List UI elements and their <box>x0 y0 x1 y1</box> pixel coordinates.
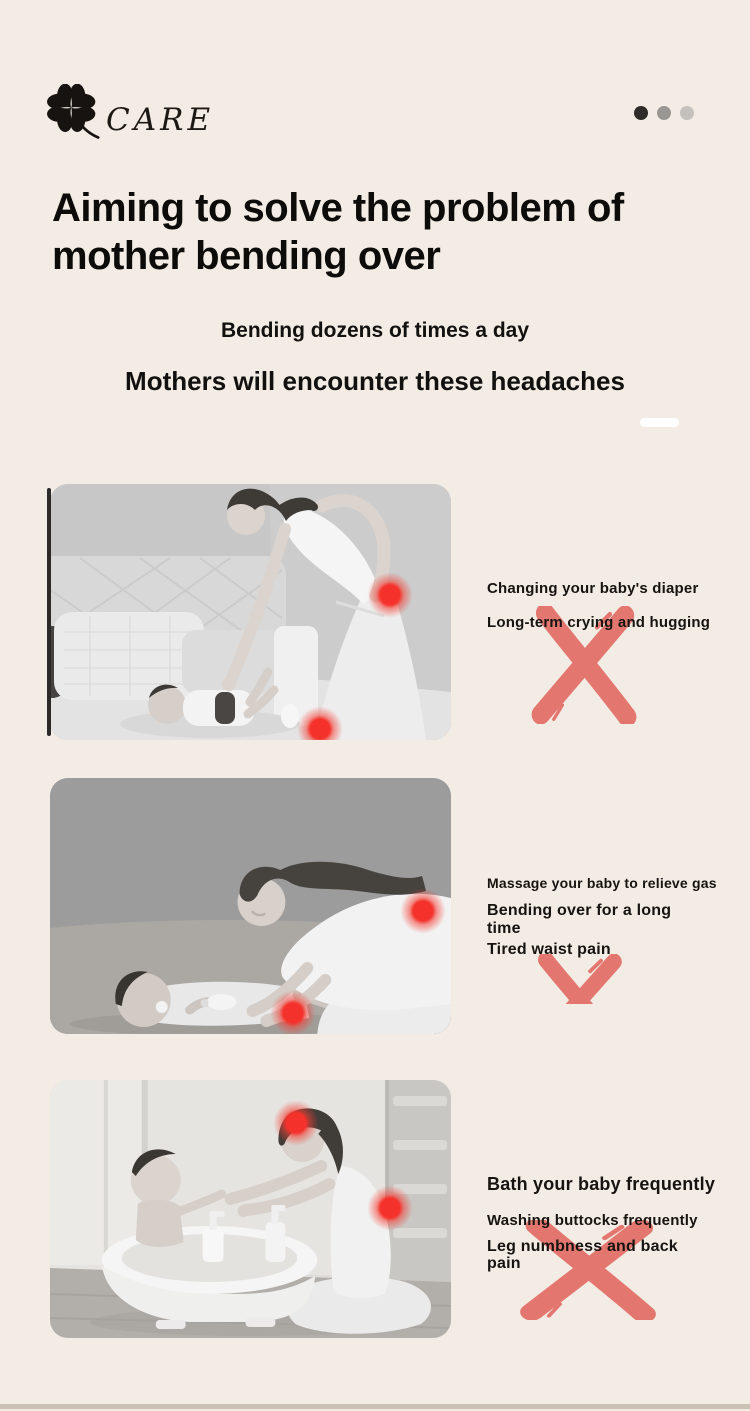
pain-point-dot <box>367 572 413 618</box>
carousel-dot-active[interactable] <box>634 106 648 120</box>
carousel-dot[interactable] <box>657 106 671 120</box>
pain-line: Tired waist pain <box>487 941 611 958</box>
photo-mother-changing-diaper <box>50 484 451 740</box>
brand-name: CARE <box>106 102 215 138</box>
pain-section-bath <box>50 1080 716 1338</box>
photo-accent-line <box>47 488 51 736</box>
divider-dash <box>640 418 679 427</box>
pain-point-dot <box>400 888 446 934</box>
pain-line: Bath your baby frequently <box>487 1174 716 1194</box>
hero-tagline: Mothers will encounter these headaches <box>125 366 625 396</box>
pain-line: Long-term crying and hugging <box>487 614 711 631</box>
pain-line: Changing your baby's diaper <box>487 580 699 597</box>
carousel-dot[interactable] <box>680 106 694 120</box>
photo-mother-bathing-baby <box>50 1080 451 1338</box>
bottom-bar <box>0 1404 750 1409</box>
four-leaf-clover-icon <box>46 84 100 146</box>
pain-point-dot <box>273 1100 319 1146</box>
pain-section-diaper <box>50 484 710 740</box>
carousel-dots <box>634 106 694 120</box>
pain-line: Massage your baby to relieve gas <box>487 875 717 891</box>
page-title: Aiming to solve the problem of mother bending over <box>52 186 624 278</box>
pain-line: Bending over for a long time <box>487 902 672 937</box>
pain-point-dot <box>367 1185 413 1231</box>
pain-section-massage <box>50 778 717 1034</box>
grayscale-photo-scene <box>50 778 451 1034</box>
brand-logo <box>46 84 214 146</box>
photo-mother-massaging-baby <box>50 778 451 1034</box>
pain-line: Washing buttocks frequently <box>487 1212 698 1229</box>
pain-line: Leg numbness and back pain <box>487 1238 678 1272</box>
red-cross-icon <box>533 954 625 1004</box>
hero-subtitle: Bending dozens of times a day <box>220 319 530 342</box>
pain-point-dot <box>270 990 316 1034</box>
